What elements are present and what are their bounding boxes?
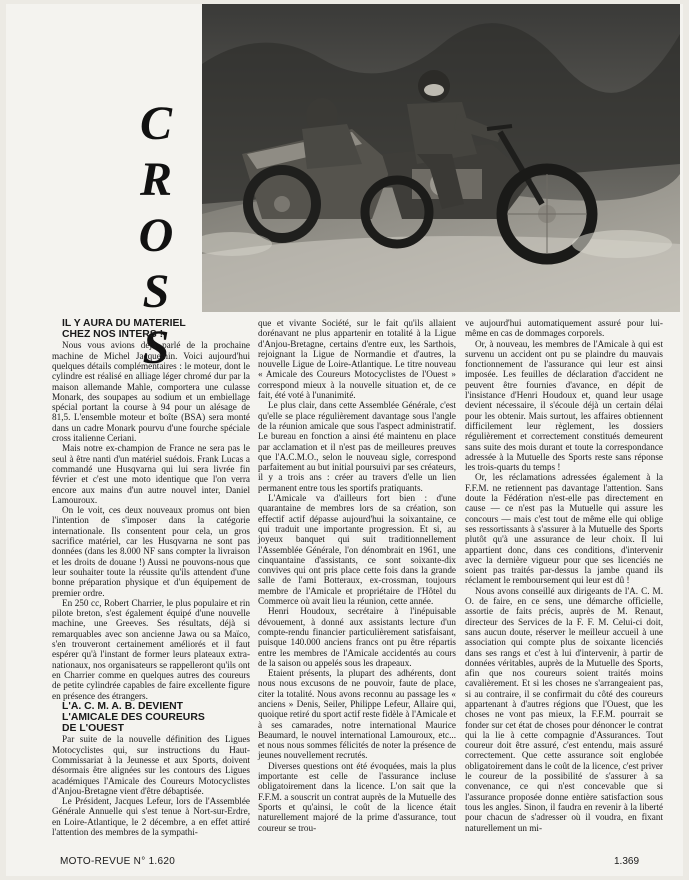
section-heading: IL Y AURA DU MATERIEL xyxy=(62,318,186,329)
title-letter: S xyxy=(142,265,170,318)
article-paragraph: Diverses questions ont été évoquées, mais la plus importante est celle de l'assurance incluse obligatoirement dans la licence. L'on sait que la F.F.M. a souscrit un contrat auprès de la Mutuelle des Sports et qu'ainsi, le coût de la licence était naturellement majoré de la prime d'assurance, tout coureur se trou- xyxy=(258,760,456,833)
section-heading: L'A. C. M. A. B. DEVIENT xyxy=(62,700,184,712)
article-paragraph: que et vivante Société, sur le fait qu'ils allaient dorénavant ne plus appartenir en totalité à la Ligue d'Anjou-Bretagne, certains d'entre eux, les Sarthois, rejoignant la Ligue de Normandie et d'autres, la nouvelle Ligue de Loire-Atlantique. Le titre nouveau « Amicale des Coureurs Motocyclistes de l'Ouest » correspond mieux à la nouvelle situation et, de ce fait, été voté à l'unanimité. xyxy=(258,318,456,401)
title-letter: S xyxy=(142,321,170,374)
motorcycle-sidecar-photo xyxy=(202,4,680,312)
article-column-3 xyxy=(465,318,663,833)
article-paragraph: On le voit, ces deux nouveaux promus ont bien l'intention de s'imposer dans la catégorie internationale. Ils consentent pour cela, un gros sacrifice matériel, car les Husqvarna ne sont pas données (dans les 8.000 NF sans compter la livraison et les droits de douane !) Aussi ne pouvons-nous que leur souhaiter toute la réussite qu'ils attendent d'une bonne préparation physique et d'un équipement de premier ordre. xyxy=(52,505,250,598)
article-paragraph: ve aujourd'hui automatiquement assuré pour lui-même en cas de dommages corporels. xyxy=(465,318,663,339)
title-letter: C xyxy=(139,97,172,150)
section-heading: CHEZ NOS INTERS ! xyxy=(62,329,164,341)
article-paragraph: Le Président, Jacques Lefeur, lors de l'Assemblée Générale Annuelle qui s'est tenue à Nort-sur-Erdre, en Loire-Atlantique, le 2 décembre, a en effet attiré l'attention des membres de la sympathi- xyxy=(52,796,250,838)
article-paragraph: Par suite de la nouvelle définition des Ligues Motocyclistes qui, sur instructions du Haut-Commissariat à la Jeunesse et aux Sports, doivent désormais être alignées sur les contours des Ligues académiques l'Amicale des Coureurs Motocyclistes d'Anjou-Bretagne vient d'être débaptisée. xyxy=(52,734,250,796)
section-heading: L'AMICALE DES COUREURS xyxy=(62,712,205,723)
article-column-2 xyxy=(258,318,456,833)
article-paragraph: Mais notre ex-champion de France ne sera pas le seul à être nanti d'un matériel suédois. Frank Lucas a commandé une Husqvarna qui lui sera livrée fin février et c'est une moto identique que l'on verra encore aux mains d'un autre nouvel inter, Daniel Lamouroux. xyxy=(52,443,250,505)
magazine-issue-footer: MOTO-REVUE N° 1.620 xyxy=(60,856,176,867)
article-paragraph: Etaient présents, la plupart des adhérents, dont nous nous excusons de ne pouvoir, faute de place, citer la totalité. Nous avons reconnu au passage les « anciens » Denis, Seiler, Philippe Lefeur, Allaire qui, quoique retiré du sport actif reste fidèle à l'Amicale et à ses camarades, notre international Maurice Beaumard, le nouvel international Lamouroux, etc... et nous nous sommes félicités de noter la présence de jeunes nouvellement recrutés. xyxy=(258,668,456,761)
article-paragraph: Or, à nouveau, les membres de l'Amicale à qui est survenu un accident ont pu se plaindre du mauvais fonctionnement de l'assurance qui leur est ainsi imposée. Les feuilles de déclaration d'accident ne peuvent être fournies d'avance, en dépit de l'insistance d'Henri Houdoux et, quand leur usage devient nécessaire, il s'écoule déjà un certain délai pour les obtenir. Mais surtout, les affaires obtiennent difficilement leur règlement, les dossiers régulièrement et correctement constitués demeurent sans suite des mois durant et toute la correspondance adressée à la Mutuelle des Sports reste sans réponse les trois-quarts du temps ! xyxy=(465,338,663,473)
article-paragraph: Le plus clair, dans cette Assemblée Générale, c'est qu'elle se place régulièrement davantage sous l'angle de la réunion amicale que sous l'aspect administratif. Le bureau en fonction a ainsi été maintenu en place par acclamation et il n'est pas de meilleures preuves que l'A.C.M.O., selon le nouveau sigle, correspond parfaitement au but initial poursuivi par ses créateurs, il y a trois ans : créer au travers d'elle un lien permanent entre tous les sportifs pratiquants. xyxy=(258,400,456,493)
article-paragraph: Or, les réclamations adressées également à la F.F.M. ne retiennent pas davantage l'attention. Sans doute la Fédération n'est-elle pas directement en cause — ce n'est pas la Mutuelle qui assure les concours — mais c'est tout de même elle qui oblige ses ressortissants à s'assurer à la Mutuelle des Sports plutôt qu'à une assurance de leur choix. Il lui appartient donc, dans ces conditions, d'intervenir avec la dernière vigueur pour que ses licenciés ne soient pas traités par-dessus la jambe quand ils réclament le remboursement qui leur est dû ! xyxy=(465,472,663,586)
title-letter: O xyxy=(138,209,174,262)
article-paragraph: L'Amicale va d'ailleurs fort bien : d'une quarantaine de membres lors de sa création, son effectif actif dépasse aujourd'hui la soixantaine, ce qui traduit une importante progression. Et si, au joyeux banquet qui suit traditionnellement l'Assemblée Générale, l'on dénombrait en 1961, une cinquantaine d'assistants, ce sont soixante-dix convives qui ont pris place cette fois dans la grande salle de l'ami Botteraux, ex-crossman, toujours membre de l'Amicale et propriétaire de l'Hôtel du Commerce où avait lieu la réunion, cette année. xyxy=(258,493,456,607)
magazine-page xyxy=(6,4,683,876)
article-paragraph: Nous avons conseillé aux dirigeants de l'A. C. M. O. de faire, en ce sens, une démarche officielle, assortie de faits précis, auprès de M. Renaut, directeur des Services de la F. F. M. Celui-ci doit, sans aucun doute, réserver le meilleur accueil à une association qui compte plus de soixante licenciés dans ses rangs et c'est à lui d'intervenir, à partir de données véritables, auprès de la Mutuelle des Sports, afin que nos coureurs soient traités moins cavalièrement. Et si les choses ne s'arrangeaient pas, si au contraire, il se confirmait du côté des coureurs appartenant à d'autres régions que l'Ouest, que les choses ne vont pas mieux, la F.F.M. pourrait se fonder sur cet état de choses pour dénoncer le contrat qui la lie à cette compagnie d'Assurances. Tout coureur doit être assuré, c'est entendu, mais assuré correctement. Que cette assurance soit englobée obligatoirement dans le coût de la licence, c'est priver le coureur de la possibilité de s'assurer à sa convenance, ce qui n'est concevable que si l'assurance proposée donne entière satisfaction sous tous les angles. Sinon, il faudra en revenir à la liberté pour chacun de s'adresser où il voudra, en fixant naturellement un mi- xyxy=(465,585,663,833)
article-paragraph: Nous vous avions déjà parlé de la prochaine machine de Michel Jacquemin. Voici aujourd'hui quelques détails complémentaires : le moteur, dont le cylindre est réalisé en alliage léger chromé dur par la maison allemande Mahle, comportera une culasse Monark, des soupapes au sodium et un embiellage spécial portant la course à 94 pour un alésage de 81,5. L'ensemble moteur et boîte (BSA) sera monté dans un cadre Monark pourvu d'une fourche spéciale cross italienne Ceriani. xyxy=(52,340,250,444)
article-paragraph: Henri Houdoux, secrétaire à l'inépuisable dévouement, à donné aux assistants lecture d'un compte-rendu financier particulièrement satisfaisant, puisque 140.000 anciens francs ont pu être répartis entre les membres de l'Amicale accidentés au cours de la saison ou appelés sous les drapeaux. xyxy=(258,606,456,668)
section-heading: DE L'OUEST xyxy=(62,723,124,735)
article-column-1 xyxy=(52,318,250,837)
article-paragraph: En 250 cc, Robert Charrier, le plus populaire et rin pilote breton, s'est également équipé d'une nouvelle machine, une Greeves. Ses résultats, déjà si remarquables avec son ancienne Jawa ou sa Maïco, s'en trouveront certainement améliorés et il faut espérer qu'à l'instant de former leurs plateaux extra-nationaux, nos organisateurs se rappelleront qu'ils ont en Charrier comme en quelques autres des coureurs de petite cylindrée capables de faire excellente figure en présence des étrangers. xyxy=(52,597,250,701)
title-letter: R xyxy=(139,153,172,206)
page-number: 1.369 xyxy=(614,856,640,867)
